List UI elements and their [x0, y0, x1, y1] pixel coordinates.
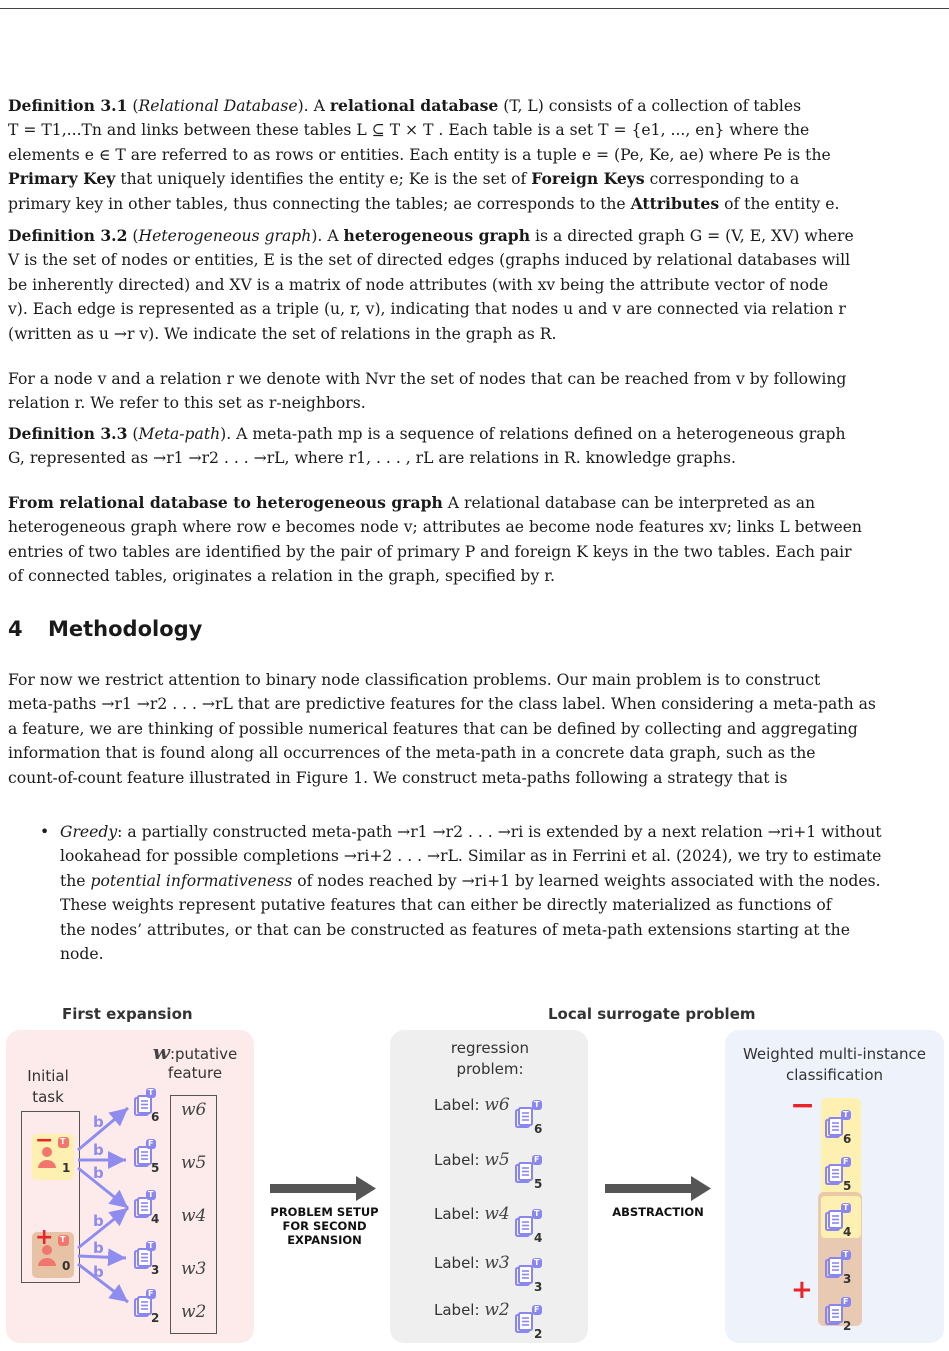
- doc-tag: T: [148, 1088, 154, 1097]
- bullet-dot: •: [40, 823, 50, 841]
- greedy-bullet: • Greedy: a partially constructed meta-path →r1 →r2 . . . →ri is extended by a next relation →ri+1 without lookahead for possible completions →ri+2 . . . →rL. Similar as in Ferrini et al. (2024), we try to estimate the potential informativeness of nodes reached by →ri+1 by learned weights associated with the nodes. These weights represent putative features that can either be directly materialized as functions of the nodes’ attributes, or that can be constructed as features of meta-path extensions starting at the node.: [60, 820, 941, 966]
- problem-setup-arrow: [270, 1176, 376, 1201]
- negative-sign: −: [790, 1088, 816, 1123]
- regression-heading: regression problem:: [450, 1039, 530, 1078]
- feature-w2: w2: [181, 1302, 207, 1322]
- feature-w6: w6: [181, 1100, 207, 1120]
- reg-label-w4: Label: w4: [434, 1204, 510, 1224]
- doc-sub: 5: [843, 1179, 852, 1193]
- local-surrogate-title: Local surrogate problem: [548, 1005, 756, 1023]
- reg-label-w5: Label: w5: [434, 1150, 510, 1170]
- section-heading: 4 Methodology: [8, 617, 203, 641]
- doc-sub: 4: [534, 1231, 543, 1245]
- from-relational-paragraph: From relational database to heterogeneous graph A relational database can be interpreted as an heterogeneous graph where row e becomes node v; attributes ae become node features xv; links L between entries of two tables are identified by the pair of primary P and foreign K keys in the two tables. Each pair of connected tables, originates a relation in the graph, specified by r.: [8, 493, 862, 586]
- feature-w3: w3: [181, 1259, 207, 1279]
- abstraction-label: ABSTRACTION: [612, 1205, 704, 1219]
- doc-tag: F: [148, 1289, 154, 1298]
- initial-task-heading: Initial task: [27, 1067, 69, 1106]
- task-1-sign: −: [35, 1128, 54, 1153]
- doc-tag: T: [843, 1250, 849, 1259]
- edge-label-b: b: [93, 1239, 104, 1257]
- doc-tag: T: [534, 1258, 540, 1267]
- top-rule: [0, 8, 949, 9]
- doc-sub: 2: [151, 1311, 160, 1325]
- doc-sub: 2: [534, 1327, 543, 1341]
- task-1-sub: 1: [62, 1161, 71, 1175]
- reg-label-w2: Label: w2: [434, 1300, 510, 1320]
- doc-sub: 5: [534, 1177, 543, 1191]
- doc-tag: F: [843, 1157, 849, 1166]
- doc-sub: 4: [843, 1225, 852, 1239]
- task-1-tag: T: [60, 1137, 66, 1146]
- edge-label-b: b: [93, 1141, 104, 1159]
- abstraction-arrow: [605, 1176, 711, 1201]
- doc-tag: F: [534, 1155, 540, 1164]
- doc-tag: T: [148, 1190, 154, 1199]
- doc-sub: 3: [843, 1272, 852, 1286]
- definition-3-3: Definition 3.3 (Meta-path). A meta-path mp is a sequence of relations defined on a heterogeneous graph G, represented as →r1 →r2 . . . →rL, where r1, . . . , rL are relations in R. knowledge graphs.: [8, 424, 846, 468]
- doc-tag: T: [534, 1100, 540, 1109]
- doc-tag: F: [148, 1139, 154, 1148]
- doc-tag: T: [148, 1241, 154, 1250]
- doc-sub: 6: [151, 1110, 160, 1124]
- figure-1: [0, 1000, 949, 1351]
- mic-heading: Weighted multi-instance classification: [742, 1045, 927, 1084]
- doc-sub: 6: [843, 1132, 852, 1146]
- task-0-sign: +: [35, 1225, 54, 1250]
- positive-sign: +: [791, 1275, 813, 1305]
- doc-tag: T: [534, 1209, 540, 1218]
- reg-label-w6: Label: w6: [434, 1095, 510, 1115]
- doc-sub: 4: [151, 1212, 160, 1226]
- doc-sub: 3: [151, 1263, 160, 1277]
- methodology-paragraph: For now we restrict attention to binary node classification problems. Our main problem is to construct meta-paths →r1 →r2 . . . →rL that are predictive features for the class label. When considering a meta-path as a feature, we are thinking of possible numerical features that can be defined by collecting and aggregating information that is found along all occurrences of the meta-path in a concrete data graph, such as the count-of-count feature illustrated in Figure 1. We construct meta-paths following a strategy that is: [8, 671, 876, 787]
- putative-feature-heading: w:putative feature: [152, 1040, 238, 1082]
- doc-tag: F: [843, 1297, 849, 1306]
- edge-label-b: b: [93, 1263, 104, 1281]
- feature-w4: w4: [181, 1206, 207, 1226]
- definition-3-1: Definition 3.1 (Relational Database). A relational database (T, L) consists of a collection of tables T = T1,...Tn and links between these tables L ⊆ T × T . Each table is a set T = {e1, ..., en} where the elements e ∈ T are referred to as rows or entities. Each entity is a tuple e = (Pe, Ke, ae) where Pe is the Primary Key that uniquely identifies the entity e; Ke is the set of Foreign Keys corresponding to a primary key in other tables, thus connecting the tables; ae corresponds to the Attributes of the entity e.: [8, 96, 840, 213]
- doc-sub: 3: [534, 1280, 543, 1294]
- feature-w5: w5: [181, 1153, 207, 1173]
- edge-label-b: b: [93, 1113, 104, 1131]
- problem-setup-label: PROBLEM SETUP FOR SECOND EXPANSION: [270, 1205, 379, 1247]
- defined-term: relational database: [329, 96, 499, 115]
- doc-sub: 5: [151, 1161, 160, 1175]
- doc-tag: F: [534, 1305, 540, 1314]
- definition-label: Definition 3.1: [8, 96, 128, 115]
- edge-label-b: b: [93, 1164, 104, 1182]
- doc-sub: 2: [843, 1319, 852, 1333]
- definition-name: Relational Database: [138, 97, 298, 115]
- first-expansion-title: First expansion: [62, 1005, 193, 1023]
- doc-sub: 6: [534, 1122, 543, 1136]
- edge-label-b: b: [93, 1212, 104, 1230]
- doc-tag: T: [843, 1110, 849, 1119]
- doc-tag: T: [843, 1203, 849, 1212]
- task-0-sub: 0: [62, 1259, 71, 1273]
- reg-label-w3: Label: w3: [434, 1253, 510, 1273]
- neighbors-paragraph: For a node v and a relation r we denote with Nvr the set of nodes that can be reached from v by following relation r. We refer to this set as r-neighbors.: [8, 370, 847, 413]
- task-0-tag: T: [60, 1235, 66, 1244]
- definition-3-2: Definition 3.2 (Heterogeneous graph). A heterogeneous graph is a directed graph G = (V, E, XV) where V is the set of nodes or entities, E is the set of directed edges (graphs induced by relational databases will be inherently directed) and XV is a matrix of node attributes (with xv being the attribute vector of node v). Each edge is represented as a triple (u, r, v), indicating that nodes u and v are connected via relation r (written as u →r v). We indicate the set of relations in the graph as R.: [8, 226, 854, 343]
